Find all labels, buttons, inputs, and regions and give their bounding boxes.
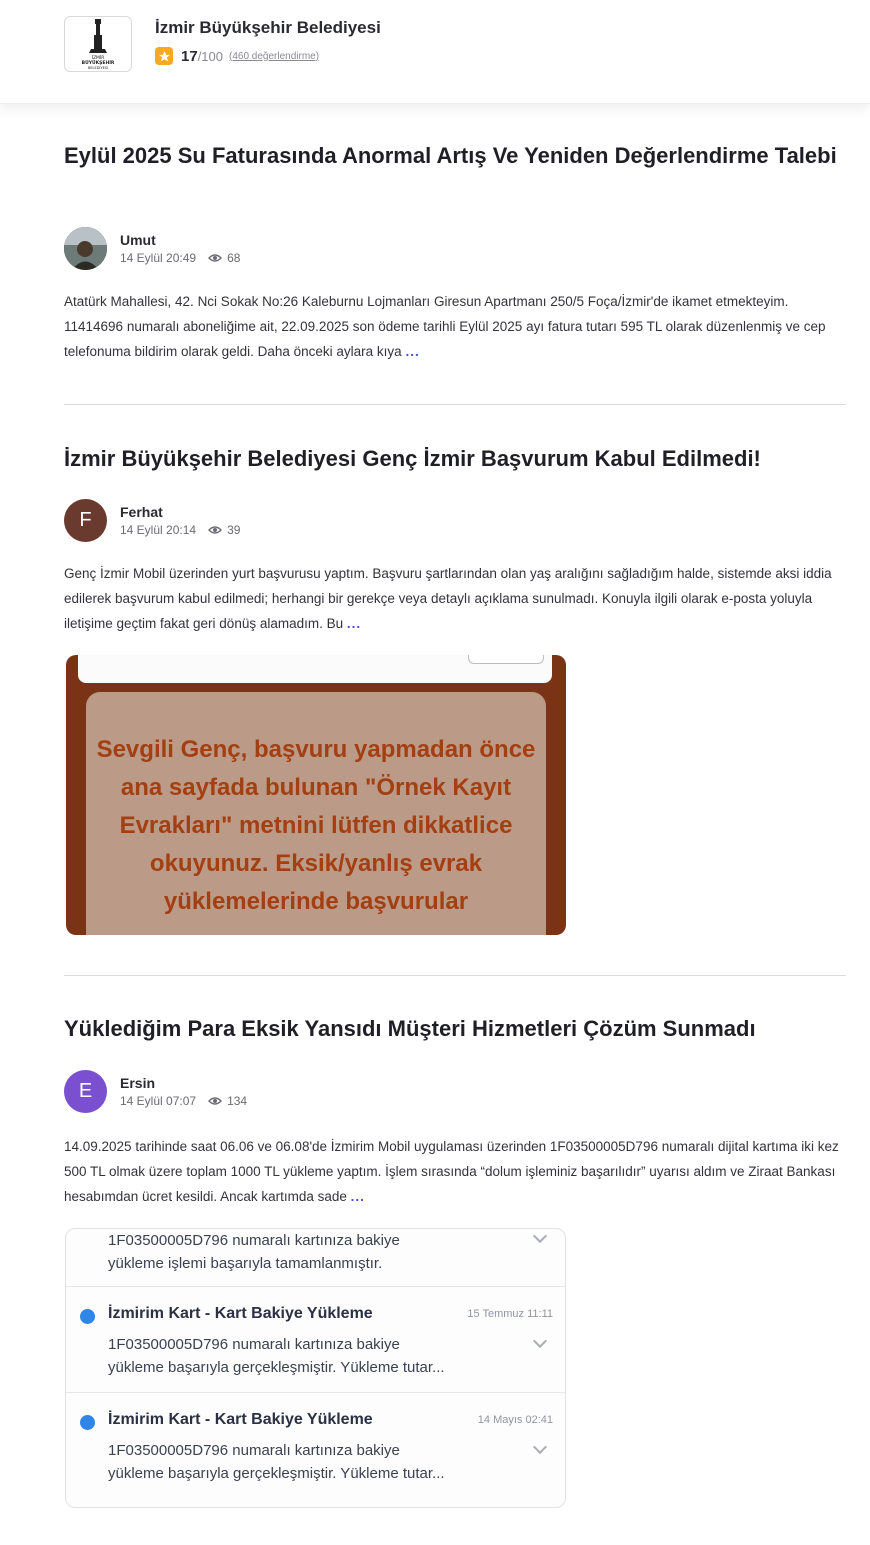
header	[0, 0, 870, 104]
chevron-down-icon	[533, 1334, 547, 1348]
complaint-card[interactable]	[64, 1013, 846, 1204]
image-button	[468, 655, 544, 664]
eye-icon	[208, 253, 222, 263]
post-body[interactable]	[64, 561, 846, 636]
read-more-link[interactable]: ...	[405, 344, 420, 359]
author-name[interactable]: Ferhat	[120, 503, 163, 520]
post-date: 14 Eylül 20:49	[120, 250, 197, 265]
complaint-card[interactable]	[64, 140, 846, 359]
post-title[interactable]: Yüklediğim Para Eksik Yansıdı Müşteri Hizmetleri Çözüm Sunmadı	[64, 1016, 756, 1041]
rating-row	[155, 46, 319, 66]
view-count: 39	[227, 522, 241, 537]
notification-body-line: 1F03500005D796 numaralı kartınıza bakiye	[108, 1232, 400, 1249]
notification-body	[108, 1229, 528, 1275]
image-topbar	[78, 655, 552, 683]
avatar	[64, 227, 107, 270]
post-body-text: Atatürk Mahallesi, 42. Nci Sokak No:26 Kaleburnu Lojmanları Giresun Apartmanı 250/5 Foça/İzmir'de ikamet etmekteyim. 11414696 numaralı aboneliğime ait, 22.09.2025 son ödeme tarihli Eylül 2025 ayı fatura tutarı 595 TL olarak düzenlenmiş ve cep telefonuma bildirim olarak geldi. Daha önceki aylara kıya	[64, 294, 826, 359]
notification-body	[108, 1439, 528, 1485]
unread-dot	[80, 1415, 95, 1430]
post-body[interactable]	[64, 289, 846, 364]
read-more-link[interactable]: ...	[350, 1189, 365, 1204]
svg-text:BELEDİYESİ: BELEDİYESİ	[87, 66, 109, 70]
post-date: 14 Eylül 07:07	[120, 1093, 197, 1108]
divider	[64, 404, 846, 405]
score-max: /100	[197, 48, 223, 64]
post-meta	[120, 521, 240, 539]
notification-body-line: yükleme işlemi başarıyla tamamlanmıştır.	[108, 1255, 383, 1272]
post-date: 14 Eylül 20:14	[120, 522, 197, 537]
author-row	[64, 1070, 247, 1113]
post-meta	[120, 1092, 247, 1110]
notification-body-line: 1F03500005D796 numaralı kartınıza bakiye	[108, 1336, 400, 1353]
notification-body-line: yükleme başarıyla gerçekleşmiştir. Yükleme tutar...	[108, 1465, 445, 1482]
read-more-link[interactable]: ...	[346, 616, 362, 631]
score-value: 17	[181, 47, 198, 65]
post-meta	[120, 249, 240, 267]
complaint-card[interactable]	[64, 443, 846, 631]
notification-title: İzmirim Kart - Kart Bakiye Yükleme	[108, 1305, 373, 1322]
notification-title: İzmirim Kart - Kart Bakiye Yükleme	[108, 1411, 373, 1428]
org-name[interactable]: İzmir Büyükşehir Belediyesi	[155, 18, 381, 37]
author-row	[64, 499, 240, 542]
notification-item	[66, 1393, 566, 1499]
avatar: F	[64, 499, 107, 542]
eye-icon	[208, 1096, 222, 1106]
author-name[interactable]: Umut	[120, 231, 156, 248]
attached-image[interactable]	[66, 655, 566, 935]
post-body[interactable]	[64, 1134, 846, 1209]
attached-image[interactable]	[65, 1228, 566, 1508]
notification-time: 15 Temmuz 11:11	[467, 1308, 553, 1320]
post-body-text: 14.09.2025 tarihinde saat 06.06 ve 06.08'de İzmirim Mobil uygulaması üzerinden 1F03500005D796 numaralı dijital kartıma iki kez 500 TL olmak üzere toplam 1000 TL yükleme yaptım. İşlem sırasında “dolum işleminiz başarılıdır” uyarısı aldım ve Ziraat Bankası hesabımdan ücret kesildi. Ancak kartımda sade	[64, 1139, 839, 1204]
notice-text: Sevgili Genç, başvuru yapmadan önce ana sayfada bulunan "Örnek Kayıt Evrakları" metnini lütfen dikkatlice okuyunuz. Eksik/yanlış evrak yüklemelerinde başvurular	[96, 736, 536, 915]
unread-dot	[80, 1309, 95, 1324]
svg-text:İZMİR: İZMİR	[91, 56, 105, 61]
author-row	[64, 227, 240, 270]
svg-text:BÜYÜKŞEHİR: BÜYÜKŞEHİR	[81, 61, 115, 66]
notice-card	[86, 692, 546, 935]
notification-item	[66, 1287, 566, 1393]
notification-body-line: 1F03500005D796 numaralı kartınıza bakiye	[108, 1442, 400, 1459]
avatar: E	[64, 1070, 107, 1113]
star-icon	[155, 47, 173, 65]
post-body-text: Genç İzmir Mobil üzerinden yurt başvurusu yaptım. Başvuru şartlarından olan yaş aralığını sağladığım halde, sistemde aksi iddia edilerek başvurum kabul edilmedi; herhangi bir gerekçe veya detaylı açıklama sunulmadı. Konuyla ilgili olarak e-posta yoluyla iletişime geçtim fakat geri dönüş alamadım. Bu	[64, 566, 832, 631]
chevron-down-icon	[533, 1229, 547, 1243]
author-name[interactable]: Ersin	[120, 1074, 156, 1091]
notification-body-line: yükleme başarıyla gerçekleşmiştir. Yükleme tutar...	[108, 1359, 445, 1376]
view-count: 68	[227, 250, 241, 265]
notification-time: 14 Mayıs 02:41	[477, 1414, 553, 1426]
chevron-down-icon	[533, 1440, 547, 1454]
post-title[interactable]: Eylül 2025 Su Faturasında Anormal Artış Ve Yeniden Değerlendirme Talebi	[64, 143, 837, 168]
org-logo[interactable]	[64, 16, 132, 72]
post-title[interactable]: İzmir Büyükşehir Belediyesi Genç İzmir Başvurum Kabul Edilmedi!	[64, 446, 761, 471]
divider	[64, 975, 846, 976]
notification-item	[66, 1229, 566, 1287]
eye-icon	[208, 525, 222, 535]
view-count: 134	[227, 1093, 248, 1108]
review-count-link[interactable]: (460 değerlendirme)	[229, 50, 320, 62]
notification-body	[108, 1333, 528, 1379]
